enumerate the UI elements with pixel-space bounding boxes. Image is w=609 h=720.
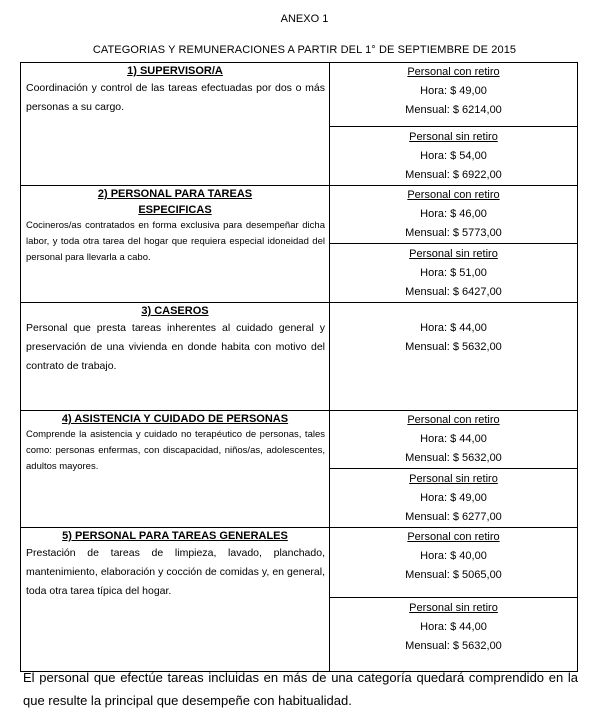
table-row xyxy=(21,411,578,528)
category-description: Personal que presta tareas inherentes al cuidado general y preservación de una vivienda en donde habita con motivo del contrato de trabajo. xyxy=(26,322,325,372)
pay-group-label: Personal sin retiro xyxy=(409,602,498,614)
pay-group-label: Personal sin retiro xyxy=(409,248,498,260)
pay-group xyxy=(330,468,577,527)
pay-group-label: Personal con retiro xyxy=(407,531,500,543)
category-description: Prestación de tareas de limpieza, lavado, planchado, mantenimiento, elaboración y cocción de comidas y, en general, toda otra tarea típica del hogar. xyxy=(26,547,325,597)
pay-cell-specific-tasks xyxy=(330,186,578,303)
category-title-line: 2) PERSONAL PARA TAREAS xyxy=(97,188,253,200)
pay-group xyxy=(330,243,577,302)
pay-cell-care-assistance xyxy=(330,411,578,528)
pay-group xyxy=(330,597,577,656)
category-cell-general-tasks xyxy=(21,528,330,672)
category-title-line: ESPECIFICAS xyxy=(138,204,212,216)
monthly-rate: Mensual: $ 6277,00 xyxy=(405,511,502,523)
hourly-rate: Hora: $ 44,00 xyxy=(420,322,487,334)
categories-table xyxy=(20,62,578,672)
hourly-rate: Hora: $ 49,00 xyxy=(420,85,487,97)
monthly-rate: Mensual: $ 6922,00 xyxy=(405,169,502,181)
category-description: Coordinación y control de las tareas efectuadas por dos o más personas a su cargo. xyxy=(26,82,325,113)
pay-group xyxy=(330,126,577,185)
annex-heading: ANEXO 1 xyxy=(280,13,329,25)
hourly-rate: Hora: $ 46,00 xyxy=(420,208,487,220)
hourly-rate: Hora: $ 44,00 xyxy=(420,433,487,445)
pay-cell-general-tasks xyxy=(330,528,578,672)
pay-group xyxy=(330,411,577,468)
pay-group xyxy=(330,186,577,243)
category-title: 4) ASISTENCIA Y CUIDADO DE PERSONAS xyxy=(61,413,289,425)
category-cell-caretakers xyxy=(21,303,330,411)
pay-cell-supervisor xyxy=(330,63,578,186)
document-title: CATEGORIAS Y REMUNERACIONES A PARTIR DEL 1° DE SEPTIEMBRE DE 2015 xyxy=(92,44,517,56)
pay-group-label: Personal sin retiro xyxy=(409,131,498,143)
monthly-rate: Mensual: $ 6214,00 xyxy=(405,104,502,116)
table-row xyxy=(21,186,578,303)
hourly-rate: Hora: $ 54,00 xyxy=(420,150,487,162)
hourly-rate: Hora: $ 51,00 xyxy=(420,267,487,279)
pay-group xyxy=(330,303,577,357)
pay-group-label: Personal con retiro xyxy=(407,66,500,78)
category-description: Comprende la asistencia y cuidado no terapéutico de personas, tales como: personas enfermas, con discapacidad, niños/as, adolescentes, adultos mayores. xyxy=(26,429,325,472)
table-row xyxy=(21,303,578,411)
pay-group xyxy=(330,63,577,120)
table-row xyxy=(21,63,578,186)
monthly-rate: Mensual: $ 6427,00 xyxy=(405,286,502,298)
pay-group xyxy=(330,528,577,585)
category-cell-specific-tasks xyxy=(21,186,330,303)
category-cell-supervisor xyxy=(21,63,330,186)
footer-note: El personal que efectúe tareas incluidas en más de una categoría quedará comprendido en la que resulte la principal que desempeñe con habitualidad. xyxy=(23,670,578,708)
monthly-rate: Mensual: $ 5632,00 xyxy=(405,452,502,464)
hourly-rate: Hora: $ 44,00 xyxy=(420,621,487,633)
category-title xyxy=(21,186,329,218)
monthly-rate: Mensual: $ 5632,00 xyxy=(405,341,502,353)
category-title: 5) PERSONAL PARA TAREAS GENERALES xyxy=(62,530,288,542)
pay-group-label: Personal con retiro xyxy=(407,414,500,426)
pay-group-label: Personal con retiro xyxy=(407,189,500,201)
table-row xyxy=(21,528,578,672)
category-description: Cocineros/as contratados en forma exclusiva para desempeñar dicha labor, y toda otra tarea del hogar que requiera especial idoneidad del personal para llevarla a cabo. xyxy=(26,220,325,263)
category-title: 3) CASEROS xyxy=(141,305,209,317)
hourly-rate: Hora: $ 40,00 xyxy=(420,550,487,562)
pay-group-label: Personal sin retiro xyxy=(409,473,498,485)
monthly-rate: Mensual: $ 5773,00 xyxy=(405,227,502,239)
monthly-rate: Mensual: $ 5065,00 xyxy=(405,569,502,581)
monthly-rate: Mensual: $ 5632,00 xyxy=(405,640,502,652)
category-title: 1) SUPERVISOR/A xyxy=(127,65,223,77)
hourly-rate: Hora: $ 49,00 xyxy=(420,492,487,504)
pay-cell-caretakers xyxy=(330,303,578,411)
category-cell-care-assistance xyxy=(21,411,330,528)
